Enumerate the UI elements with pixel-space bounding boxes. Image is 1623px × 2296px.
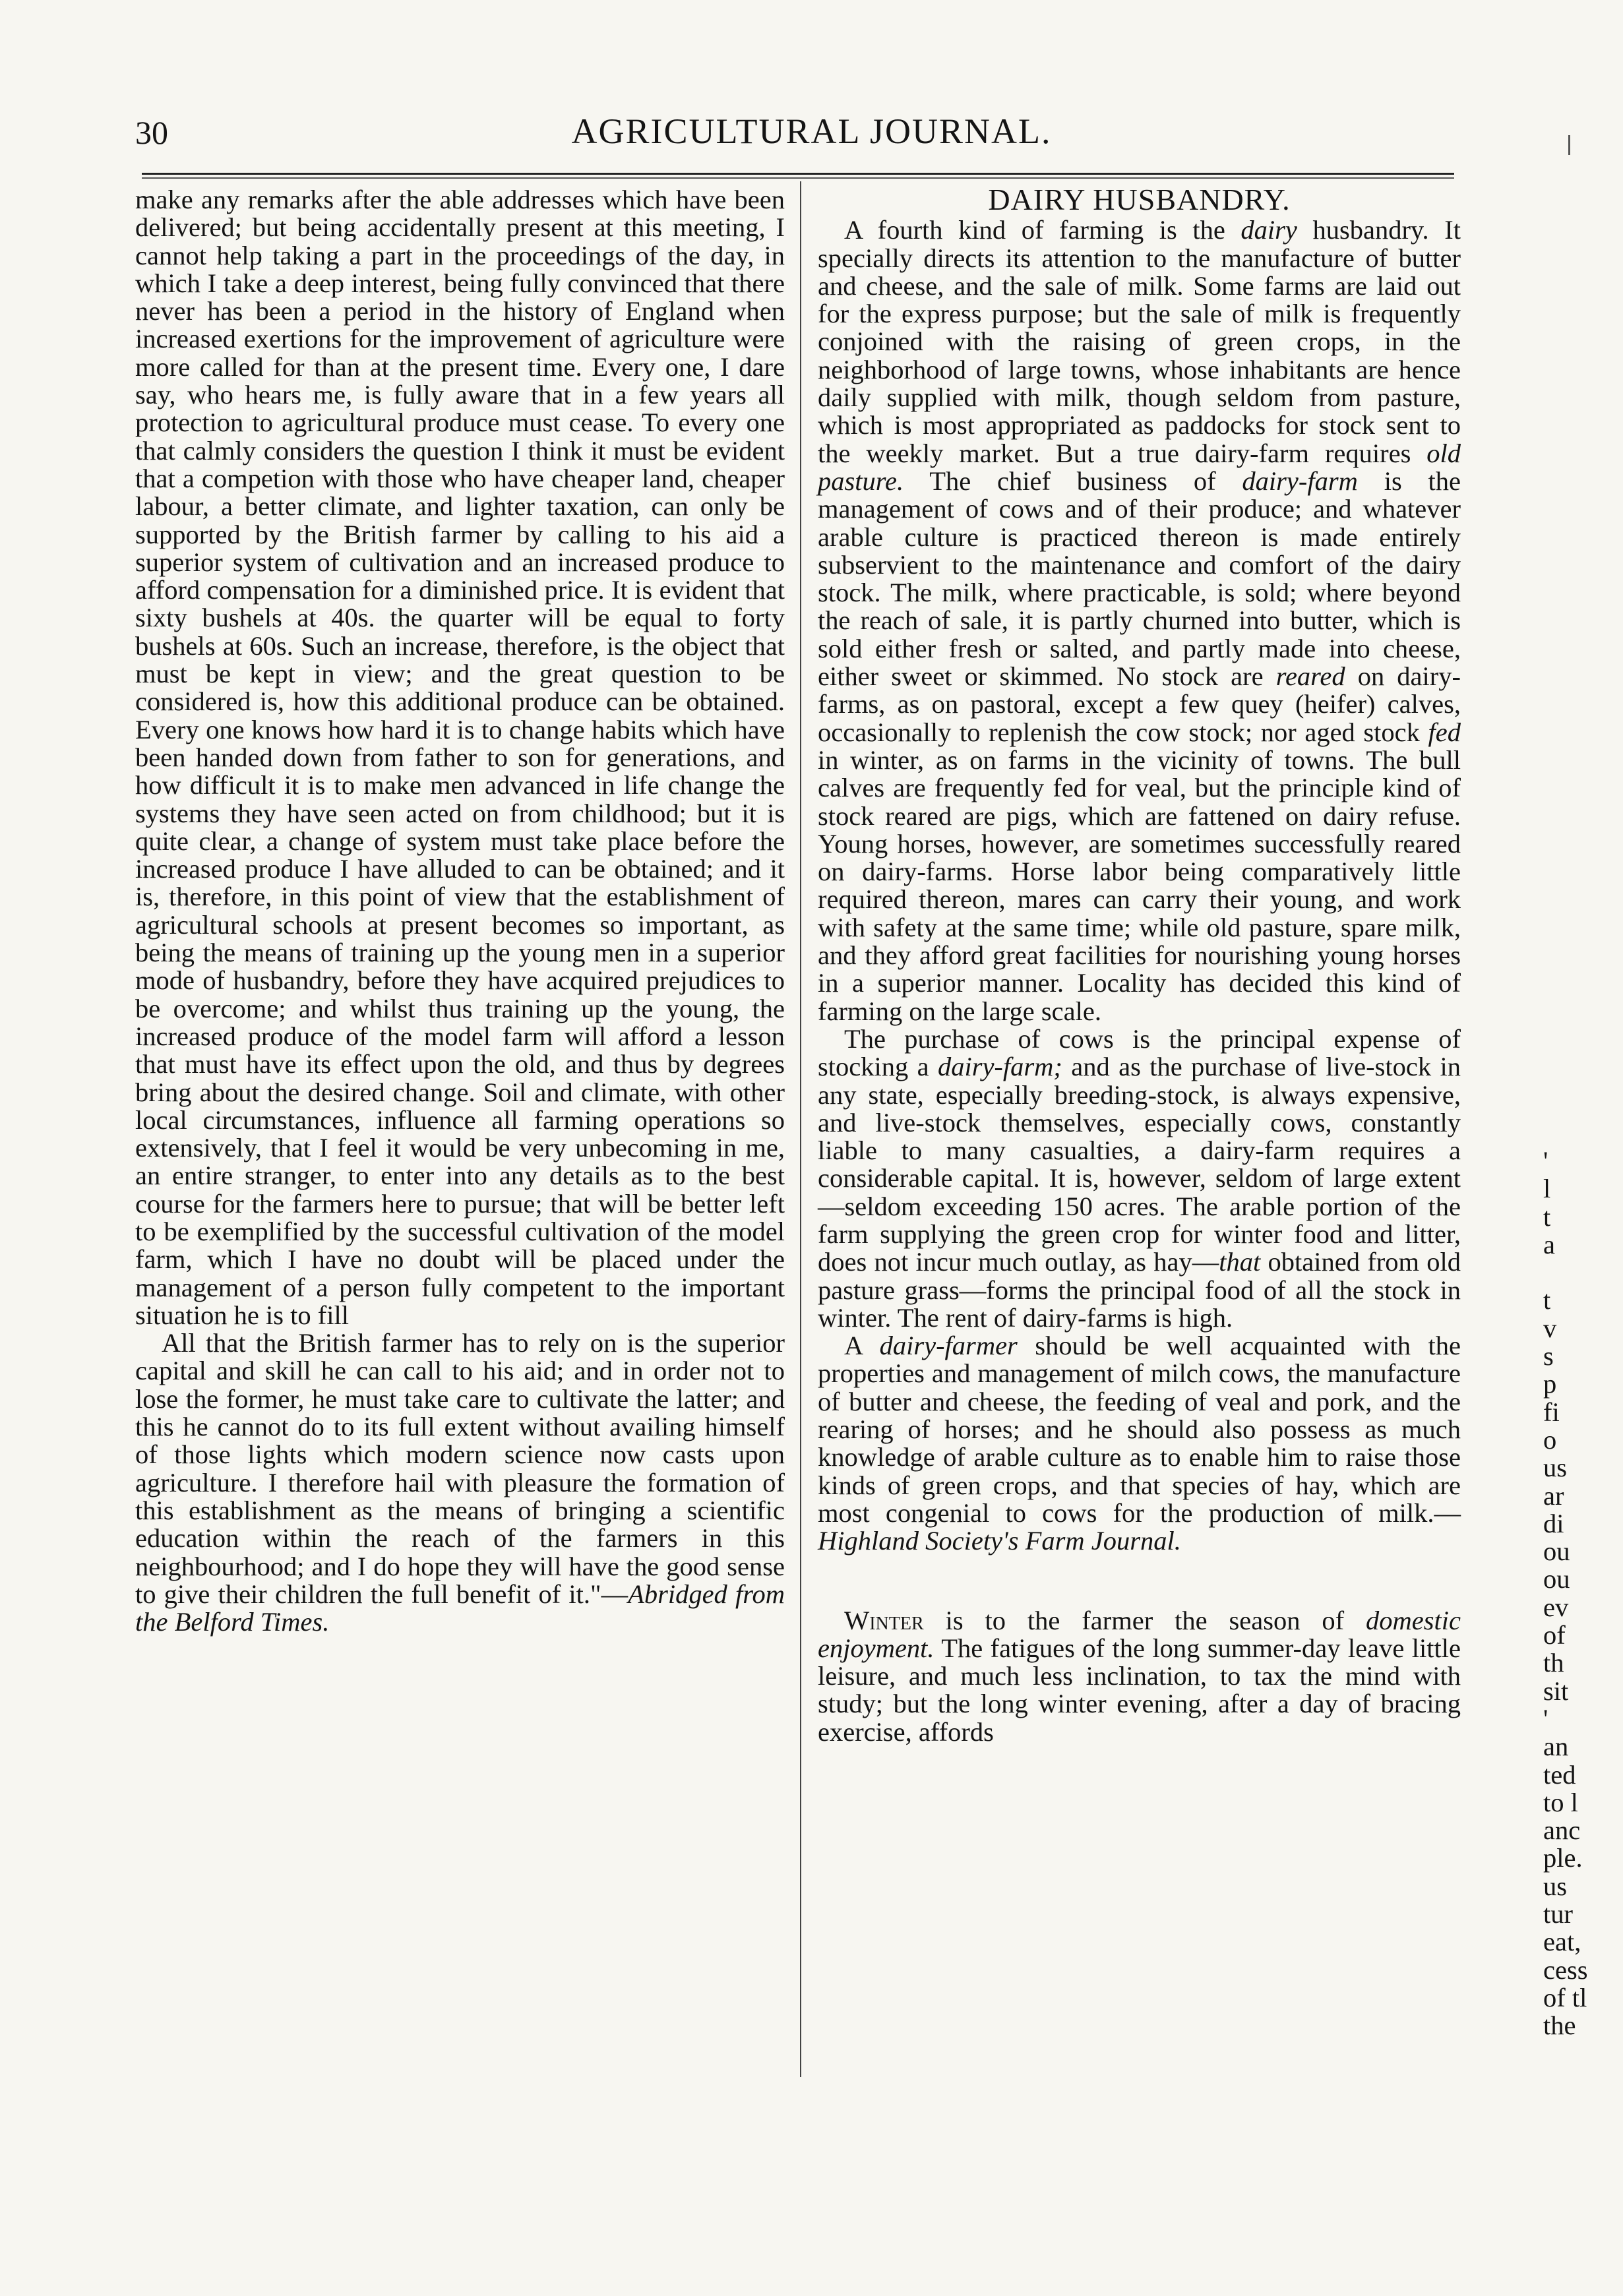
edge-fragment: an [1543,1732,1569,1762]
left-paragraph-2-text: All that the British farmer has to rely on is the superior capital and skill he can call to his aid; and in order not to lose the former, he must take care to cultivate the latter; and this he cannot do to its full extent without availing himself of those lights which modern science now casts upon agriculture. I therefore hail with pleasure the formation of this establishment as the means of bringing a scientific education within the reach of the farmers in this neighbourhood; and I do hope they will have the good sense to give their children the full benefit of it."— [135,1328,785,1609]
column-rule [800,181,801,2077]
text-run: The fatigues of the long summer-day leave little leisure, and much less inclination, to tax the mind with study; but the long winter evening, after a day of bracing exercise, affords [818,1633,1461,1747]
section-title: DAIRY HUSBANDRY. [988,183,1291,216]
emphasis: dairy-farm [1242,466,1358,496]
edge-fragment: fi [1543,1397,1560,1427]
text-run: in winter, as on farms in the vicinity of towns. The bull calves are frequently fed for veal, but the principle kind of stock reared are pigs, which are fattened on dairy refuse. Young horses, however, are sometimes successfully reared on dairy-farms. Horse labor being comparatively little required thereon, mares can carry their young, and work with safety at the same time; while old pasture, spare milk, and they afford great facilities for nourishing young horses in a superior manner. Locality has decided this kind of farming on the large scale. [818,744,1461,1026]
header-rule [142,173,1454,179]
edge-fragment: anc [1543,1815,1581,1846]
edge-fragment: ou [1543,1564,1570,1594]
edge-fragment: ' [1543,1147,1548,1176]
edge-fragment: ' [1543,1703,1548,1734]
text-run: A fourth kind of farming is the [844,215,1241,245]
dairy-paragraph-2 [818,1025,1461,1332]
edge-fragment: s [1543,1341,1554,1372]
emphasis: dairy-farm; [937,1052,1062,1082]
edge-fragment: ou [1543,1536,1570,1567]
left-column [135,186,785,1636]
edge-fragment [1543,1259,1622,1286]
winter-paragraph [818,1607,1461,1746]
edge-fragment: p [1543,1369,1557,1399]
text-run: obtained from old pasture grass—forms the principal food of all the stock in winter. The rent of dairy-farms is high. [818,1247,1461,1333]
edge-fragment: us [1543,1871,1568,1901]
running-title: AGRICULTURAL JOURNAL. [571,111,1052,151]
edge-fragment: us [1543,1453,1568,1483]
source-citation: Highland Society's Farm Journal. [818,1526,1181,1556]
edge-fragment: the [1543,2010,1576,2040]
emphasis: that [1219,1247,1261,1277]
edge-fragment: l [1543,1174,1551,1204]
edge-fragment: to l [1543,1787,1578,1817]
edge-fragment: ple. [1543,1843,1583,1873]
dairy-paragraph-1 [818,216,1461,1025]
adjacent-page-fragments [1543,1147,1622,2040]
edge-fragment: a [1543,1229,1555,1259]
text-run: A [844,1331,880,1361]
text-run: should be well acquainted with the properties and management of milch cows, the manufacture of butter and cheese, the feeding of veal and pork, and the rearing of horses; and he should also possess as much knowledge of arable culture as to enable him to raise those kinds of green crops, and that species of hay, which are most congenial to cows for the production of milk.— [818,1331,1461,1528]
edge-fragment: of [1543,1620,1566,1650]
left-paragraph-1: make any remarks after the able addresses which have been delivered; but being accidentally present at this meeting, I cannot help taking a part in the proceedings of the day, in which I take a deep interest, being fully convinced that there never has been a period in the history of England when increased exertions for the improvement of agriculture were more called for than at the present time. Every one, I dare say, who hears me, is fully aware that in a few years all protection to agricultural produce must cease. To every one that calmly considers the question I think it must be evident that a competion with those who have cheaper land, cheaper labour, a better climate, and lighter taxation, can only be supported by the British farmer by calling to his aid a superior system of cultivation and an increased produce to afford compensation for a diminished price. It is evident that sixty bushels at 40s. the quarter will be equal to forty bushels at 60s. Such an increase, therefore, is the object that must be kept in view; and the great question to be considered is, how this additional produce can be obtained. Every one knows how hard it is to change habits which have been handed down from father to son for generations, and how difficult it is to make men advanced in life change the systems they have seen acted on from childhood; but it is quite clear, a change of system must take place before the increased produce I have alluded to can be obtained; and it is, therefore, in this point of view that the establishment of agricultural schools at present becomes so important, as being the means of training up the young men in a superior mode of husbandry, before they have acquired prejudices to be overcome; and whilst thus training up the young, the increased produce of the model farm will afford a lesson that must have its effect upon the old, and thus by degrees bring about the desired change. Soil and climate, with other local circumstances, influence all farming operations so extensively, that I feel it would be very unbecoming in me, an entire stranger, to enter into any details as to the best course for the farmers here to pursue; that will be better left to be exemplified by the successful cultivation of the model farm, which I have no doubt will be placed under the management of a person fully competent to the important situation he is to fill [135,185,785,1330]
winter-lead: Winter [844,1605,924,1635]
emphasis: fed [1428,717,1461,747]
left-paragraph-2 [135,1329,785,1636]
edge-mark [1568,135,1570,155]
text-run: on dairy-farms, as on pastoral, except a few quey (heifer) calves, occasionally to replenish the cow stock; nor aged stock [818,661,1461,747]
paragraph-gap [818,1556,1461,1607]
edge-fragment: th [1543,1648,1564,1678]
edge-fragment: ar [1543,1480,1564,1511]
edge-fragment: tur [1543,1899,1573,1929]
dairy-paragraph-3 [818,1332,1461,1555]
right-column [818,183,1461,1747]
edge-fragment: cess [1543,1954,1588,1985]
page-number: 30 [135,114,168,151]
text-run: is the management of cows and of their produce; and whatever arable culture is practiced thereon is made entirely subservient to the maintenance and comfort of the dairy stock. The milk, where practicable, is sold; where beyond the reach of sale, it is partly churned into butter, which is sold either fresh or salted, and partly made into cheese, either sweet or skimmed. No stock are [818,466,1461,692]
emphasis: dairy [1240,215,1297,245]
edge-fragment: ted [1543,1759,1576,1790]
attribution: Abridged from the Belford Times. [135,1579,785,1637]
edge-fragment: t [1543,1201,1551,1232]
emphasis: domestic enjoyment. [818,1605,1461,1663]
emphasis: old pasture. [818,438,1461,496]
edge-fragment: of tl [1543,1982,1587,2012]
edge-fragment: o [1543,1424,1557,1455]
edge-fragment: eat, [1543,1927,1581,1957]
edge-fragment: ev [1543,1592,1569,1622]
text-run: husbandry. It specially directs its attention to the manufacture of butter and cheese, and the sale of milk. Some farms are laid out for the express purpose; but the sale of milk is frequently conjoined with the raising of green crops, in the neighborhood of large towns, whose inhabitants are hence daily supplied with milk, though seldom from pasture, which is most appropriated as paddocks for stock sent to the weekly market. But a true dairy-farm requires [818,215,1461,468]
edge-fragment: sit [1543,1676,1569,1706]
text-run: and as the purchase of live-stock in any state, especially breeding-stock, is always expensive, and live-stock themselves, especially cows, constantly liable to many casualties, a dairy-farm requires a considerable capital. It is, however, seldom of large extent—seldom exceeding 150 acres. The arable portion of the farm supplying the green crop for winter food and litter, does not incur much outlay, as hay— [818,1052,1461,1277]
emphasis: dairy-farmer [879,1331,1018,1361]
text-run: The purchase of cows is the principal expense of stocking a [818,1023,1461,1082]
text-run: is to the farmer the season of [923,1605,1366,1635]
edge-fragment: v [1543,1313,1557,1343]
edge-fragment: t [1543,1285,1551,1315]
edge-fragment: di [1543,1508,1564,1538]
emphasis: reared [1275,661,1345,692]
text-run: The chief business of [903,466,1242,496]
